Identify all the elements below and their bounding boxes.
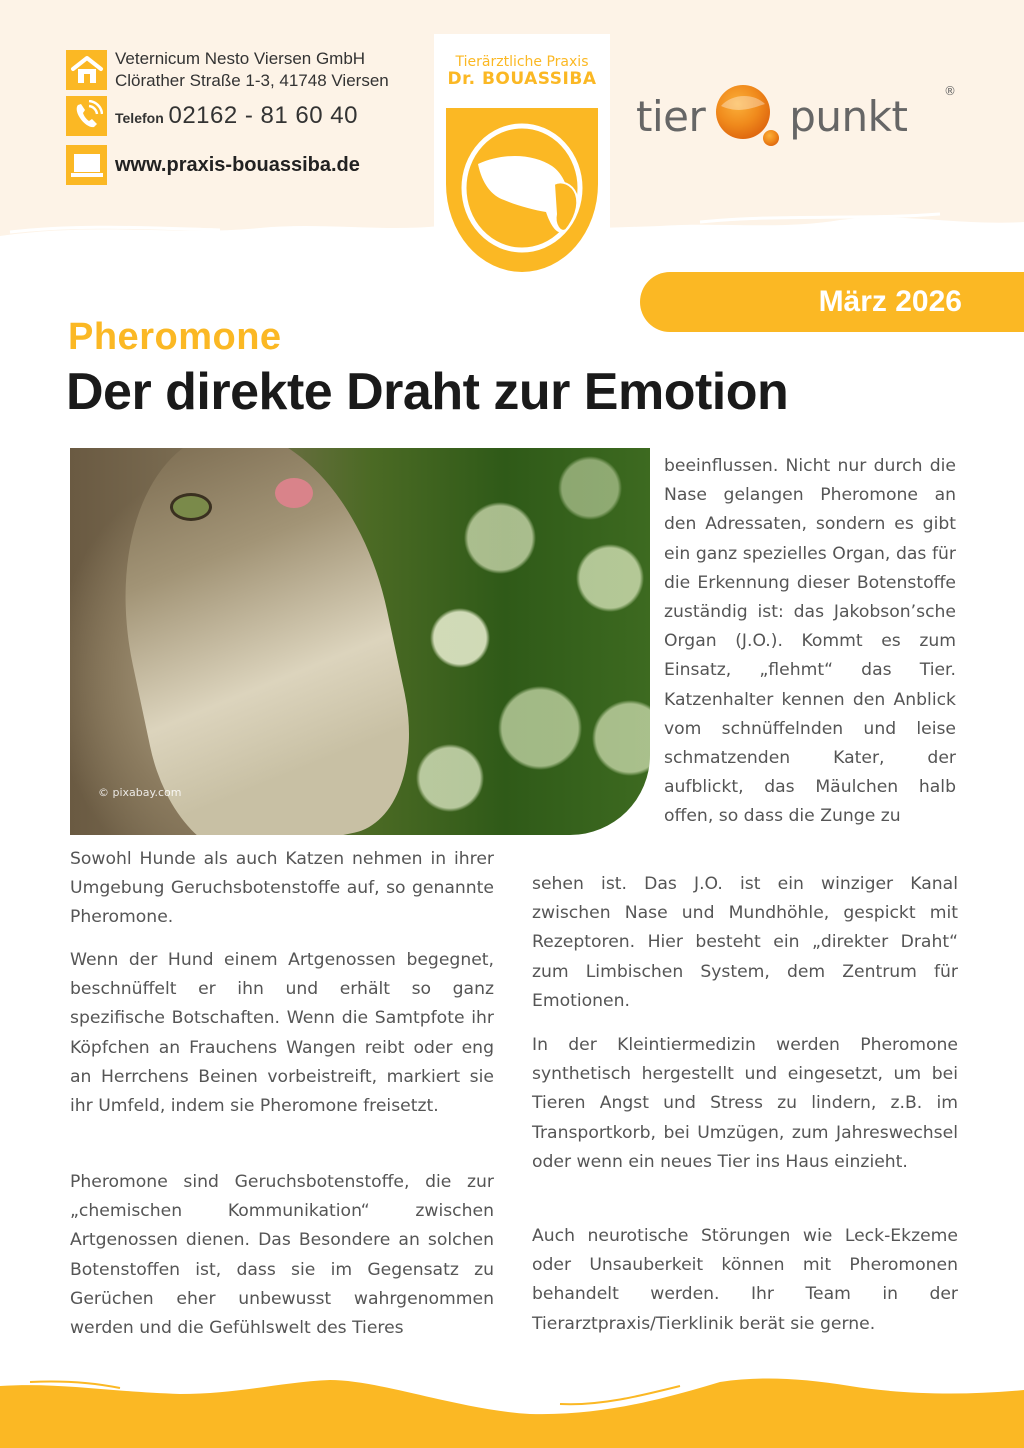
orange-bubble-icon [713,84,781,148]
website-block [66,145,360,185]
article-title: Der direkte Draht zur Emotion [66,363,789,421]
left-paragraph-2: Wenn der Hund einem Artgenossen begegnet, beschnüffelt er ihn und erhält so ganz spezifische Botschaften. Wenn die Samtpfote ihr Köpfchen an Frauchens Wangen reibt oder eng an Herrchens Beinen vorbeistreift, markiert sie ihr Umfeld, indem sie Pheromone freisetzt. [70,950,494,1117]
company-name: Veternicum Nesto Viersen GmbH [115,49,366,68]
address: Clörather Straße 1-3, 41748 Viersen [115,71,389,90]
home-icon [66,50,107,90]
left-paragraph-3: Pheromone sind Geruchsbotenstoffe, die zur „chemischen Kommunikation“ zwischen Artgenossen dienen. Das Besondere an solchen Botenstoffen ist, dass sie im Gegensatz zu Gerüchen eher unbewusst wahrgenommen werden und die Gefühlswelt des Tieres [70,1172,494,1339]
tierpunkt-word-tier: tier [636,91,706,141]
right-paragraph-3: Auch neurotische Störungen wie Leck-Ekzeme oder Unsauberkeit können mit Pheromonen behandelt werden. Ihr Team in der Tierarztpraxis/Tierklinik berät sie gerne. [532,1226,958,1334]
cat-eye [170,493,212,521]
laptop-icon [66,145,107,185]
phone-number[interactable]: 02162 - 81 60 40 [168,102,358,129]
address-block [66,48,389,92]
practice-logo-line1: Tierärztliche Praxis [455,54,589,70]
practice-logo [434,34,610,280]
cat-photo [70,448,650,835]
right-column-intro: beeinflussen. Nicht nur durch die Nase gelangen Pheromone an den Adressaten, sondern es gibt ein ganz spezielles Organ, das für die Erkennung dieser Botenstoffe zuständig ist: das Jakobson’sche Organ (J.O.). Kommt es zum Einsatz, „flehmt“ das Tier. Katzenhalter kennen den Anblick vom schnüffelnden und leise schmatzenden Kater, der aufblickt, das Mäulchen halb offen, so dass die Zunge zu [664,456,956,827]
practice-logo-line2: Dr. BOUASSIBA [447,69,597,89]
article-kicker: Pheromone [68,316,282,358]
footer-wave [0,1370,1024,1448]
website-link[interactable]: www.praxis-bouassiba.de [115,153,360,176]
registered-mark: ® [944,84,956,98]
issue-date: März 2026 [818,285,962,318]
phone-icon [66,96,107,136]
left-paragraph-1: Sowohl Hunde als auch Katzen nehmen in ihrer Umgebung Geruchsbotenstoffe auf, so genannte Pheromone. [70,849,494,928]
issue-date-badge [640,272,1024,332]
cat-nose [275,478,313,508]
tierpunkt-word-punkt: punkt [789,91,908,141]
phone-block [66,96,358,136]
right-paragraph-2: In der Kleintiermedizin werden Pheromone synthetisch hergestellt und eingesetzt, um bei Tieren Angst und Stress zu lindern, z.B. im Transportkorb, bei Umzügen, zum Jahreswechsel oder wenn ein neues Tier ins Haus einzieht. [532,1035,958,1172]
cat-illustration [89,448,431,835]
right-paragraph-1: sehen ist. Das J.O. ist ein winziger Kanal zwischen Nase und Mundhöhle, gespickt mit Rezeptoren. Hier besteht ein „direkter Draht“ zum Limbischen System, dem Zentrum für Emotionen. [532,874,958,1011]
tierpunkt-logo [636,84,966,148]
phone-label: Telefon [115,110,164,126]
photo-credit: © pixabay.com [98,786,182,799]
